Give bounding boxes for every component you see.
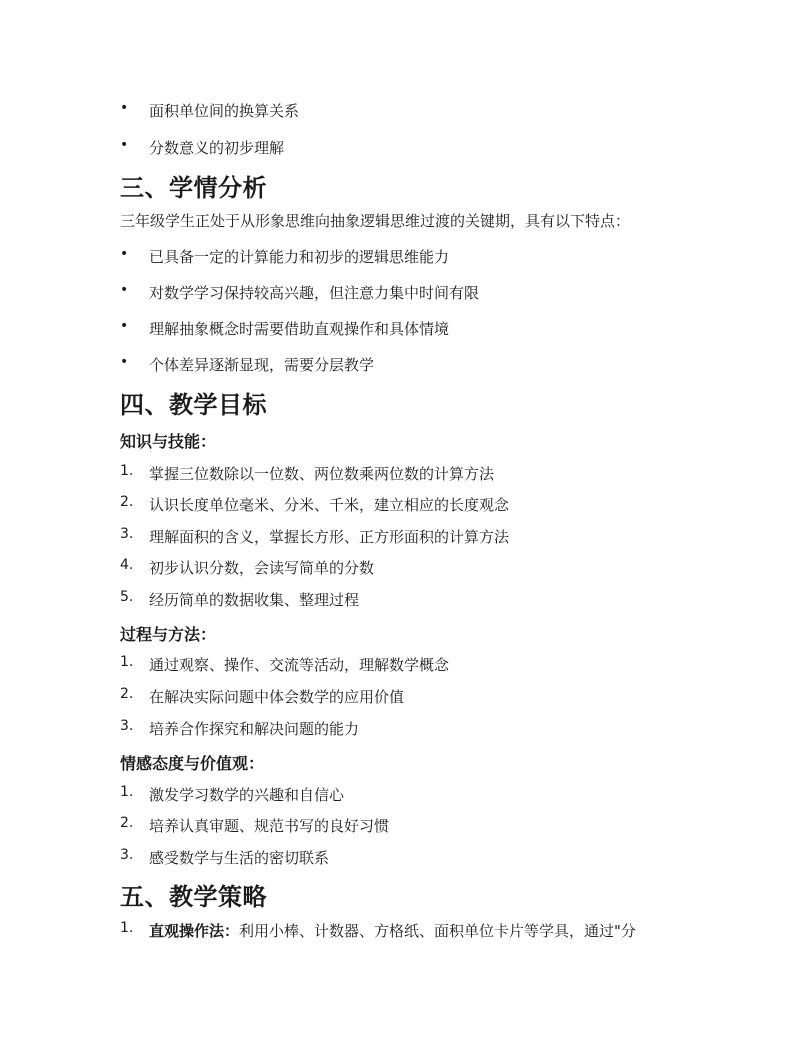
list-item-text: 已具备一定的计算能力和初步的逻辑思维能力 xyxy=(149,248,450,266)
list-item-text: 培养认真审题、规范书写的良好习惯 xyxy=(149,817,390,835)
list-item-text: 激发学习数学的兴趣和自信心 xyxy=(149,786,345,804)
list-item-body: 利用小棒、计数器、方格纸、面积单位卡片等学具，通过"分 xyxy=(239,922,636,940)
list-item-text: 培养合作探究和解决问题的能力 xyxy=(149,720,360,738)
list-number: 1. xyxy=(120,920,134,936)
list-number: 2. xyxy=(120,686,134,702)
list-number: 1. xyxy=(120,654,134,670)
section-heading: 三、学情分析 xyxy=(120,174,267,202)
list-item-text: 认识长度单位毫米、分米、千米，建立相应的长度观念 xyxy=(149,496,510,514)
list-item-text: 经历简单的数据收集、整理过程 xyxy=(149,591,360,609)
list-item-lead: 直观操作法： xyxy=(149,922,240,940)
list-number: 3. xyxy=(120,526,134,542)
section-heading: 四、教学目标 xyxy=(120,391,267,419)
bullet-icon: • xyxy=(120,100,129,116)
list-item-text: 理解抽象概念时需要借助直观操作和具体情境 xyxy=(149,320,450,338)
section-heading: 五、教学策略 xyxy=(120,883,267,911)
list-number: 2. xyxy=(120,815,134,831)
bullet-icon: • xyxy=(120,318,129,334)
subsection-title: 情感态度与价值观： xyxy=(120,754,265,773)
list-item-text: 对数学学习保持较高兴趣，但注意力集中时间有限 xyxy=(149,284,480,302)
subsection-title: 过程与方法： xyxy=(120,625,217,644)
list-item-text: 面积单位间的换算关系 xyxy=(149,102,300,120)
list-number: 1. xyxy=(120,463,134,479)
list-item-text: 初步认识分数，会读写简单的分数 xyxy=(149,559,375,577)
list-number: 3. xyxy=(120,718,134,734)
paragraph: 三年级学生正处于从形象思维向抽象逻辑思维过渡的关键期，具有以下特点： xyxy=(120,212,631,230)
bullet-icon: • xyxy=(120,246,129,262)
list-item-text: 在解决实际问题中体会数学的应用价值 xyxy=(149,688,405,706)
list-number: 2. xyxy=(120,494,134,510)
subsection-title: 知识与技能： xyxy=(120,432,217,451)
list-item-text: 分数意义的初步理解 xyxy=(149,139,285,157)
list-item-text: 理解面积的含义，掌握长方形、正方形面积的计算方法 xyxy=(149,528,510,546)
bullet-icon: • xyxy=(120,282,129,298)
list-item-text: 掌握三位数除以一位数、两位数乘两位数的计算方法 xyxy=(149,465,495,483)
list-number: 3. xyxy=(120,847,134,863)
bullet-icon: • xyxy=(120,354,129,370)
list-number: 5. xyxy=(120,589,134,605)
list-item-text: 通过观察、操作、交流等活动，理解数学概念 xyxy=(149,656,450,674)
list-item-text: 个体差异逐渐显现，需要分层教学 xyxy=(149,356,375,374)
bullet-icon: • xyxy=(120,137,129,153)
list-item-text: 感受数学与生活的密切联系 xyxy=(149,849,330,867)
list-item-text xyxy=(149,920,636,941)
list-number: 4. xyxy=(120,557,134,573)
list-number: 1. xyxy=(120,784,134,800)
